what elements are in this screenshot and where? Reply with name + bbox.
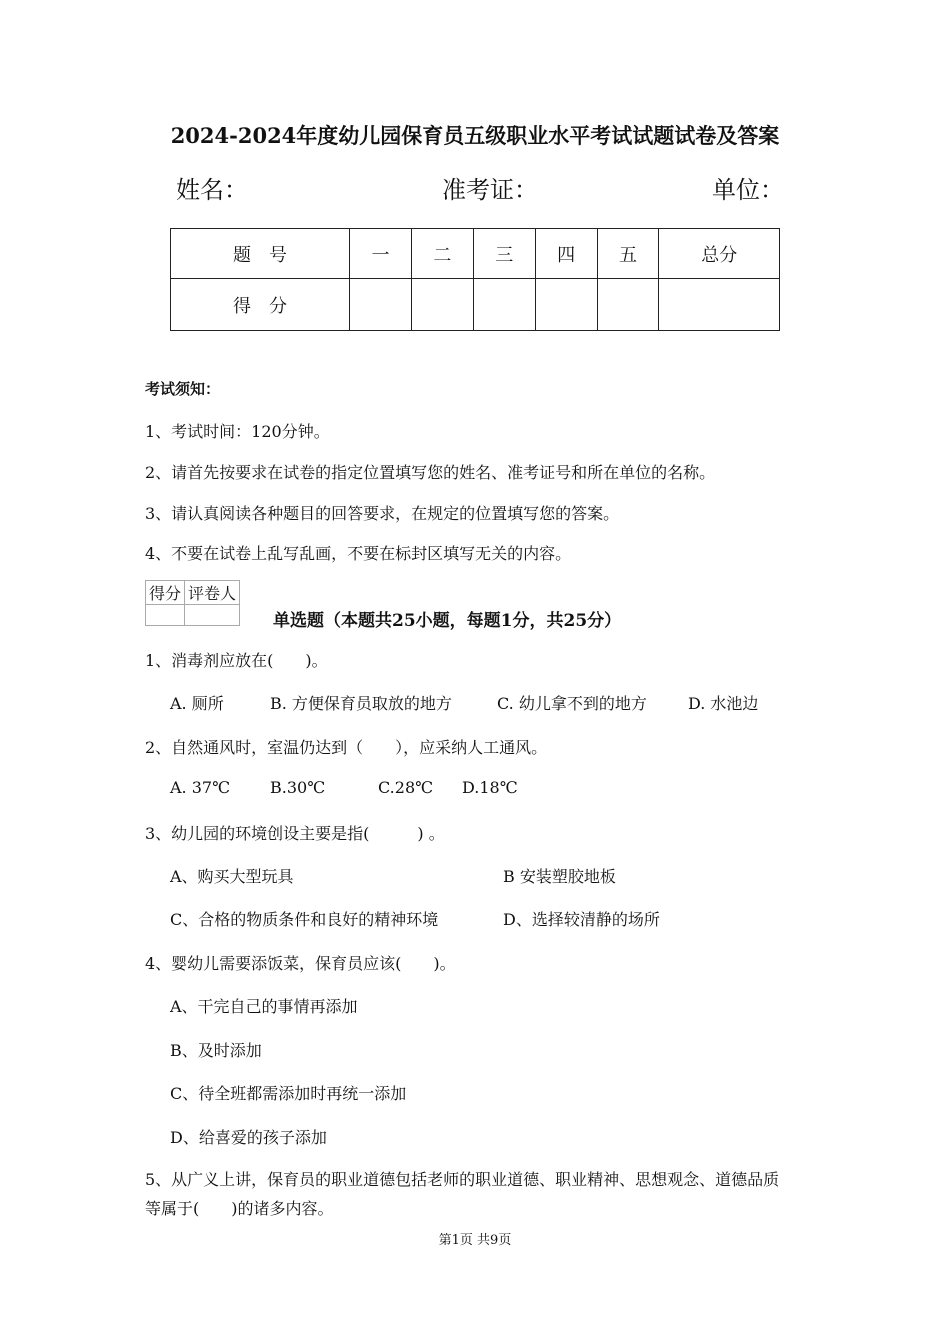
option-c: C. 幼儿拿不到的地方 — [497, 694, 647, 713]
option-c: C.28℃ — [378, 778, 434, 797]
score-table — [170, 228, 780, 331]
question-stem-continued: 等属于( )的诸多内容。 — [145, 1199, 334, 1218]
question-stem: 5、从广义上讲，保育员的职业道德包括老师的职业道德、职业精神、思想观念、道德品质 — [145, 1170, 780, 1189]
question-stem: 4、婴幼儿需要添饭菜，保育员应该( )。 — [145, 954, 456, 973]
score-input-cell[interactable] — [473, 279, 535, 331]
notice-item: 3、请认真阅读各种题目的回答要求，在规定的位置填写您的答案。 — [145, 504, 620, 523]
option-c: C、待全班都需添加时再统一添加 — [170, 1084, 407, 1103]
grader-reviewer-cell[interactable] — [185, 605, 240, 626]
option-b: B 安装塑胶地板 — [503, 867, 616, 886]
score-input-cell[interactable] — [597, 279, 659, 331]
notice-item: 1、考试时间：120分钟。 — [145, 422, 330, 441]
notice-item: 2、请首先按要求在试卷的指定位置填写您的姓名、准考证号和所在单位的名称。 — [145, 463, 716, 482]
option-c: C、合格的物质条件和良好的精神环境 — [170, 910, 439, 929]
question-stem: 1、消毒剂应放在( )。 — [145, 651, 328, 670]
score-table-cell: 总分 — [659, 229, 780, 279]
score-input-cell[interactable] — [659, 279, 780, 331]
option-a: A、购买大型玩具 — [170, 867, 294, 886]
grader-reviewer-label: 评卷人 — [185, 581, 240, 605]
score-table-cell: 五 — [597, 229, 659, 279]
question-stem: 2、自然通风时，室温仍达到（ ），应采纳人工通风。 — [145, 738, 548, 757]
score-input-cell[interactable] — [350, 279, 412, 331]
score-table-score-row — [171, 279, 780, 331]
score-table-cell: 题 号 — [171, 229, 350, 279]
score-input-cell[interactable] — [535, 279, 597, 331]
option-d: D、给喜爱的孩子添加 — [170, 1128, 327, 1147]
option-d: D.18℃ — [462, 778, 518, 797]
option-b: B.30℃ — [270, 778, 326, 797]
option-d: D. 水池边 — [688, 694, 759, 713]
unit-field-label: 单位： — [712, 176, 784, 204]
option-b: B、及时添加 — [170, 1041, 262, 1060]
name-field-label: 姓名： — [176, 176, 248, 204]
question-stem: 3、幼儿园的环境创设主要是指( ) 。 — [145, 824, 445, 843]
option-b: B. 方便保育员取放的地方 — [270, 694, 452, 713]
notice-heading: 考试须知： — [145, 380, 221, 398]
section-title: 单选题（本题共25小题，每题1分，共25分） — [273, 611, 622, 631]
grader-table — [145, 580, 240, 626]
score-input-cell[interactable] — [411, 279, 473, 331]
page-number: 第1页 共9页 — [438, 1233, 512, 1248]
score-table-cell: 二 — [411, 229, 473, 279]
grader-score-label: 得分 — [146, 581, 185, 605]
exam-id-field-label: 准考证： — [442, 176, 538, 204]
score-table-header-row — [171, 229, 780, 279]
grader-score-cell[interactable] — [146, 605, 185, 626]
option-a: A. 厕所 — [170, 694, 224, 713]
score-table-cell: 一 — [350, 229, 412, 279]
option-a: A. 37℃ — [170, 778, 230, 797]
score-table-cell: 得 分 — [171, 279, 350, 331]
option-a: A、干完自己的事情再添加 — [170, 997, 358, 1016]
score-table-cell: 四 — [535, 229, 597, 279]
score-table-cell: 三 — [473, 229, 535, 279]
document-title: 2024-2024年度幼儿园保育员五级职业水平考试试题试卷及答案 — [170, 123, 780, 148]
option-d: D、选择较清静的场所 — [503, 910, 660, 929]
notice-item: 4、不要在试卷上乱写乱画，不要在标封区填写无关的内容。 — [145, 544, 572, 563]
